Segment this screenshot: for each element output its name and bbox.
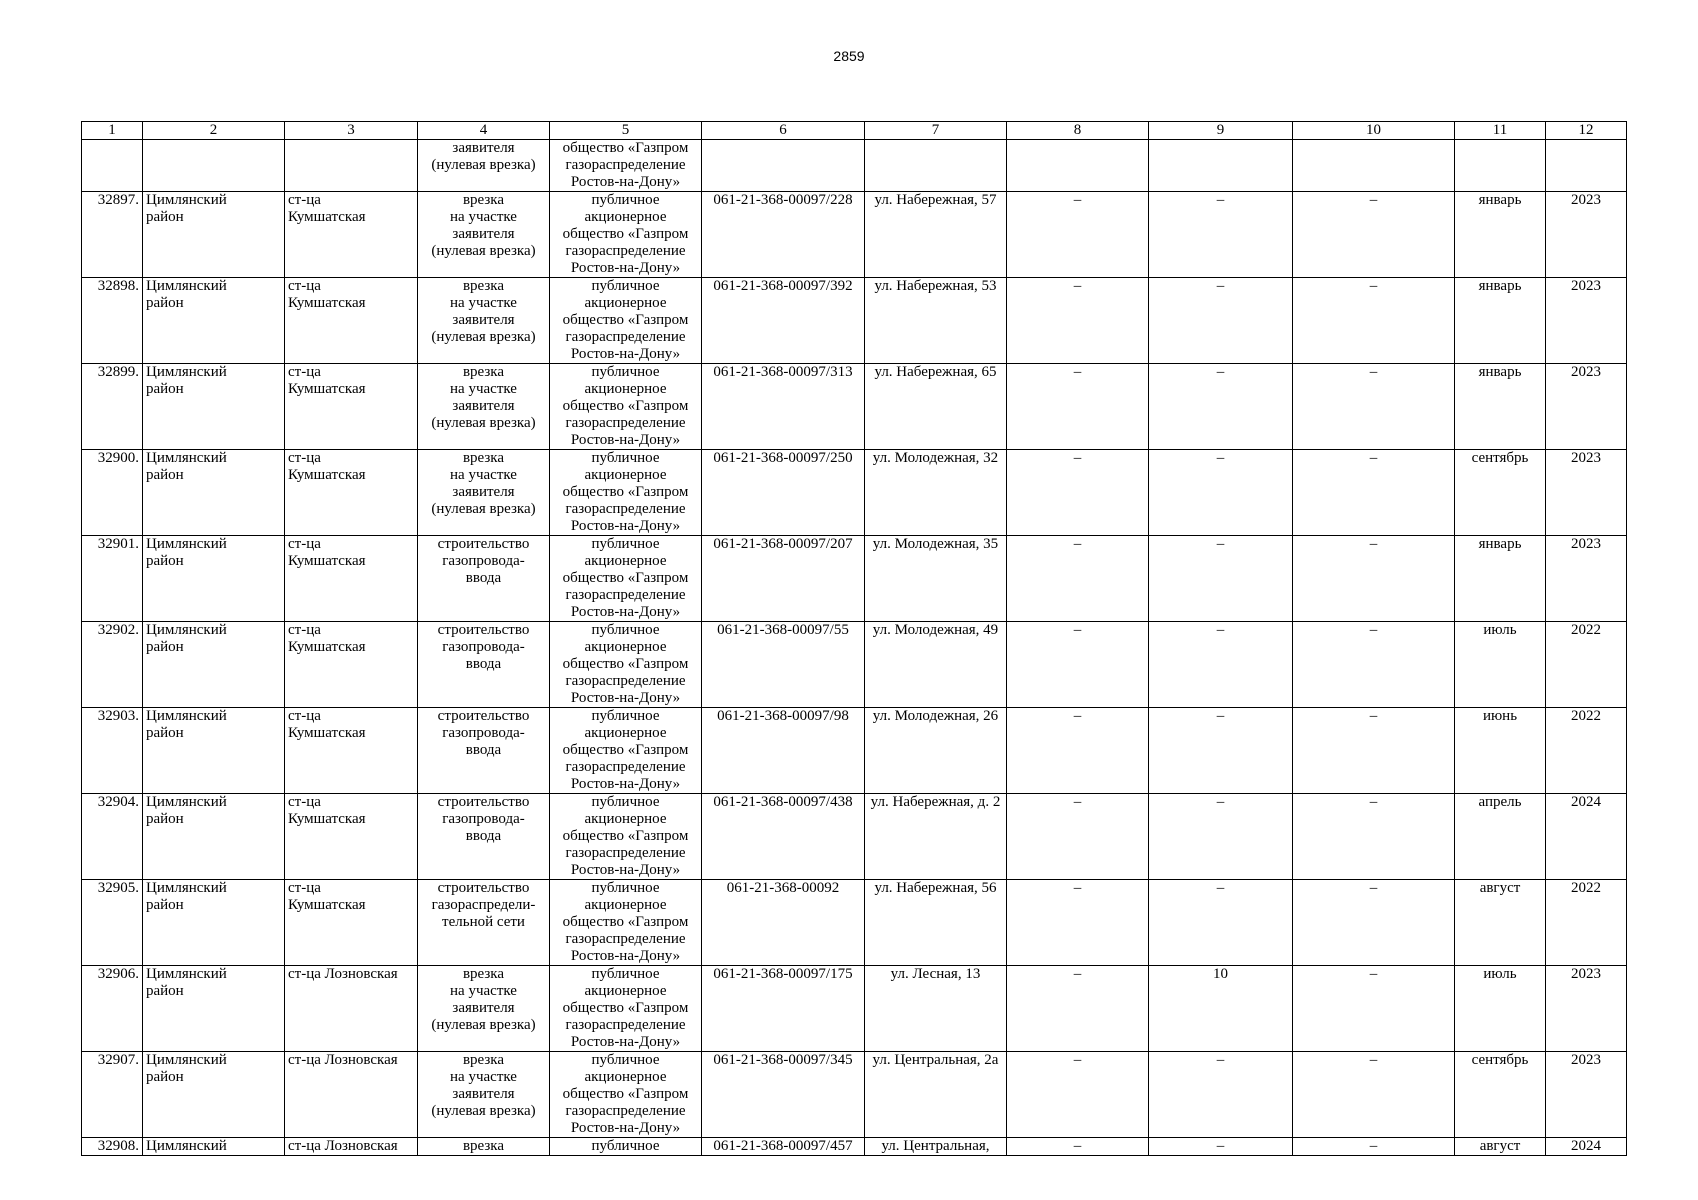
column-header-12: 12	[1546, 122, 1627, 140]
cell-col-7: ул. Молодежная, 49	[865, 622, 1007, 708]
cell-col-1: 32898.	[82, 278, 143, 364]
cell-col-8: –	[1007, 708, 1149, 794]
cell-col-9: –	[1149, 1052, 1293, 1138]
cell-col-2: Цимлянский	[143, 1138, 285, 1156]
table-row	[82, 192, 1627, 278]
cell-col-2: Цимлянский район	[143, 708, 285, 794]
cell-col-2: Цимлянский район	[143, 794, 285, 880]
table-row	[82, 622, 1627, 708]
cell-col-7: ул. Набережная, 53	[865, 278, 1007, 364]
cell-col-4: врезка на участке заявителя (нулевая врезка)	[418, 364, 550, 450]
cell-col-12: 2023	[1546, 536, 1627, 622]
cell-col-2: Цимлянский район	[143, 364, 285, 450]
cell-col-8: –	[1007, 966, 1149, 1052]
cell-col-4: строительство газопровода- ввода	[418, 794, 550, 880]
cell-col-9: –	[1149, 880, 1293, 966]
cell-col-5: публичное акционерное общество «Газпром газораспределение Ростов-на-Дону»	[550, 192, 702, 278]
cell-col-11: январь	[1455, 536, 1546, 622]
cell-col-6: 061-21-368-00097/392	[702, 278, 865, 364]
cell-col-3: ст-ца Кумшатская	[285, 880, 418, 966]
cell-col-2: Цимлянский район	[143, 966, 285, 1052]
cell-col-2	[143, 140, 285, 192]
column-header-7: 7	[865, 122, 1007, 140]
cell-col-3: ст-ца Кумшатская	[285, 278, 418, 364]
cell-col-10: –	[1293, 278, 1455, 364]
cell-col-6: 061-21-368-00097/313	[702, 364, 865, 450]
column-header-9: 9	[1149, 122, 1293, 140]
cell-col-6: 061-21-368-00097/438	[702, 794, 865, 880]
cell-col-9: –	[1149, 536, 1293, 622]
table-row	[82, 450, 1627, 536]
cell-col-1: 32897.	[82, 192, 143, 278]
cell-col-2: Цимлянский район	[143, 1052, 285, 1138]
cell-col-12: 2022	[1546, 708, 1627, 794]
cell-col-7: ул. Набережная, 65	[865, 364, 1007, 450]
cell-col-3: ст-ца Кумшатская	[285, 450, 418, 536]
cell-col-8: –	[1007, 536, 1149, 622]
cell-col-6: 061-21-368-00097/228	[702, 192, 865, 278]
cell-col-5: публичное акционерное общество «Газпром газораспределение Ростов-на-Дону»	[550, 536, 702, 622]
cell-col-12: 2024	[1546, 794, 1627, 880]
cell-col-6: 061-21-368-00097/345	[702, 1052, 865, 1138]
cell-col-6: 061-21-368-00097/207	[702, 536, 865, 622]
cell-col-5: публичное акционерное общество «Газпром газораспределение Ростов-на-Дону»	[550, 1052, 702, 1138]
cell-col-3: ст-ца Лозновская	[285, 966, 418, 1052]
cell-col-10	[1293, 140, 1455, 192]
cell-col-7: ул. Набережная, 56	[865, 880, 1007, 966]
cell-col-5: публичное акционерное общество «Газпром газораспределение Ростов-на-Дону»	[550, 622, 702, 708]
cell-col-6	[702, 140, 865, 192]
cell-col-2: Цимлянский район	[143, 536, 285, 622]
cell-col-7: ул. Центральная, 2а	[865, 1052, 1007, 1138]
cell-col-6: 061-21-368-00097/250	[702, 450, 865, 536]
cell-col-4: строительство газораспредели- тельной сети	[418, 880, 550, 966]
cell-col-12: 2023	[1546, 966, 1627, 1052]
cell-col-12: 2022	[1546, 880, 1627, 966]
cell-col-10: –	[1293, 1138, 1455, 1156]
cell-col-2: Цимлянский район	[143, 192, 285, 278]
cell-col-1: 32905.	[82, 880, 143, 966]
cell-col-5: публичное акционерное общество «Газпром газораспределение Ростов-на-Дону»	[550, 364, 702, 450]
cell-col-4: строительство газопровода- ввода	[418, 536, 550, 622]
cell-col-12: 2023	[1546, 278, 1627, 364]
cell-col-8: –	[1007, 880, 1149, 966]
cell-col-5: публичное акционерное общество «Газпром газораспределение Ростов-на-Дону»	[550, 278, 702, 364]
cell-col-11: январь	[1455, 278, 1546, 364]
column-header-1: 1	[82, 122, 143, 140]
cell-col-10: –	[1293, 1052, 1455, 1138]
cell-col-11: январь	[1455, 192, 1546, 278]
cell-col-11: июль	[1455, 966, 1546, 1052]
table-row	[82, 1138, 1627, 1156]
cell-col-3: ст-ца Лозновская	[285, 1052, 418, 1138]
column-header-10: 10	[1293, 122, 1455, 140]
cell-col-8	[1007, 140, 1149, 192]
cell-col-9: –	[1149, 192, 1293, 278]
cell-col-11: сентябрь	[1455, 450, 1546, 536]
cell-col-2: Цимлянский район	[143, 880, 285, 966]
cell-col-3: ст-ца Кумшатская	[285, 622, 418, 708]
cell-col-1: 32904.	[82, 794, 143, 880]
cell-col-7: ул. Молодежная, 35	[865, 536, 1007, 622]
cell-col-12: 2024	[1546, 1138, 1627, 1156]
cell-col-7	[865, 140, 1007, 192]
cell-col-8: –	[1007, 192, 1149, 278]
cell-col-10: –	[1293, 622, 1455, 708]
cell-col-6: 061-21-368-00097/457	[702, 1138, 865, 1156]
cell-col-4: врезка на участке заявителя (нулевая врезка)	[418, 192, 550, 278]
cell-col-7: ул. Центральная,	[865, 1138, 1007, 1156]
cell-col-11: июнь	[1455, 708, 1546, 794]
table-row	[82, 1052, 1627, 1138]
cell-col-10: –	[1293, 794, 1455, 880]
cell-col-8: –	[1007, 794, 1149, 880]
table-row	[82, 278, 1627, 364]
cell-col-6: 061-21-368-00097/55	[702, 622, 865, 708]
cell-col-9: –	[1149, 794, 1293, 880]
cell-col-1: 32903.	[82, 708, 143, 794]
column-header-4: 4	[418, 122, 550, 140]
cell-col-9: –	[1149, 450, 1293, 536]
cell-col-1: 32906.	[82, 966, 143, 1052]
table-row	[82, 708, 1627, 794]
cell-col-10: –	[1293, 708, 1455, 794]
cell-col-9: 10	[1149, 966, 1293, 1052]
cell-col-1: 32907.	[82, 1052, 143, 1138]
cell-col-11	[1455, 140, 1546, 192]
cell-col-5: публичное акционерное общество «Газпром газораспределение Ростов-на-Дону»	[550, 880, 702, 966]
cell-col-11: январь	[1455, 364, 1546, 450]
cell-col-4: врезка на участке заявителя (нулевая врезка)	[418, 966, 550, 1052]
cell-col-11: август	[1455, 880, 1546, 966]
cell-col-9: –	[1149, 1138, 1293, 1156]
cell-col-2: Цимлянский район	[143, 622, 285, 708]
cell-col-11: сентябрь	[1455, 1052, 1546, 1138]
cell-col-3: ст-ца Кумшатская	[285, 794, 418, 880]
cell-col-5: общество «Газпром газораспределение Ростов-на-Дону»	[550, 140, 702, 192]
cell-col-8: –	[1007, 450, 1149, 536]
cell-col-12	[1546, 140, 1627, 192]
cell-col-3: ст-ца Кумшатская	[285, 192, 418, 278]
column-header-6: 6	[702, 122, 865, 140]
cell-col-10: –	[1293, 192, 1455, 278]
cell-col-5: публичное акционерное общество «Газпром газораспределение Ростов-на-Дону»	[550, 450, 702, 536]
cell-col-5: публичное	[550, 1138, 702, 1156]
cell-col-3: ст-ца Кумшатская	[285, 708, 418, 794]
header-row	[82, 122, 1627, 140]
cell-col-10: –	[1293, 450, 1455, 536]
cell-col-4: врезка	[418, 1138, 550, 1156]
cell-col-7: ул. Лесная, 13	[865, 966, 1007, 1052]
cell-col-6: 061-21-368-00097/175	[702, 966, 865, 1052]
cell-col-4: заявителя (нулевая врезка)	[418, 140, 550, 192]
cell-col-1: 32908.	[82, 1138, 143, 1156]
cell-col-3: ст-ца Лозновская	[285, 1138, 418, 1156]
page-number: 2859	[833, 48, 865, 64]
cell-col-9: –	[1149, 364, 1293, 450]
registry-table	[81, 121, 1627, 1156]
cell-col-1: 32901.	[82, 536, 143, 622]
cell-col-9: –	[1149, 622, 1293, 708]
cell-col-8: –	[1007, 364, 1149, 450]
cell-col-5: публичное акционерное общество «Газпром газораспределение Ростов-на-Дону»	[550, 794, 702, 880]
cell-col-1: 32899.	[82, 364, 143, 450]
table-row	[82, 794, 1627, 880]
table-row	[82, 880, 1627, 966]
cell-col-8: –	[1007, 1138, 1149, 1156]
cell-col-4: врезка на участке заявителя (нулевая врезка)	[418, 450, 550, 536]
column-header-2: 2	[143, 122, 285, 140]
cell-col-12: 2023	[1546, 1052, 1627, 1138]
cell-col-9: –	[1149, 278, 1293, 364]
cell-col-11: август	[1455, 1138, 1546, 1156]
cell-col-1	[82, 140, 143, 192]
cell-col-9: –	[1149, 708, 1293, 794]
cell-col-3: ст-ца Кумшатская	[285, 536, 418, 622]
cell-col-8: –	[1007, 1052, 1149, 1138]
cell-col-12: 2023	[1546, 450, 1627, 536]
cell-col-8: –	[1007, 278, 1149, 364]
cell-col-4: строительство газопровода- ввода	[418, 708, 550, 794]
cell-col-10: –	[1293, 966, 1455, 1052]
cell-col-2: Цимлянский район	[143, 450, 285, 536]
table-row	[82, 966, 1627, 1052]
cell-col-6: 061-21-368-00097/98	[702, 708, 865, 794]
cell-col-12: 2023	[1546, 192, 1627, 278]
cell-col-11: июль	[1455, 622, 1546, 708]
cell-col-10: –	[1293, 536, 1455, 622]
cell-col-9	[1149, 140, 1293, 192]
column-header-8: 8	[1007, 122, 1149, 140]
cell-col-3: ст-ца Кумшатская	[285, 364, 418, 450]
cell-col-4: строительство газопровода- ввода	[418, 622, 550, 708]
column-header-5: 5	[550, 122, 702, 140]
cell-col-10: –	[1293, 364, 1455, 450]
table-row	[82, 364, 1627, 450]
cell-col-12: 2023	[1546, 364, 1627, 450]
cell-col-7: ул. Молодежная, 32	[865, 450, 1007, 536]
column-header-11: 11	[1455, 122, 1546, 140]
cell-col-11: апрель	[1455, 794, 1546, 880]
cell-col-5: публичное акционерное общество «Газпром газораспределение Ростов-на-Дону»	[550, 708, 702, 794]
cell-col-12: 2022	[1546, 622, 1627, 708]
cell-col-7: ул. Набережная, 57	[865, 192, 1007, 278]
cell-col-2: Цимлянский район	[143, 278, 285, 364]
cell-col-1: 32900.	[82, 450, 143, 536]
cell-col-4: врезка на участке заявителя (нулевая врезка)	[418, 278, 550, 364]
cell-col-5: публичное акционерное общество «Газпром газораспределение Ростов-на-Дону»	[550, 966, 702, 1052]
cell-col-10: –	[1293, 880, 1455, 966]
table-row	[82, 536, 1627, 622]
table-row	[82, 140, 1627, 192]
column-header-3: 3	[285, 122, 418, 140]
table-body	[82, 140, 1627, 1156]
cell-col-6: 061-21-368-00092	[702, 880, 865, 966]
cell-col-7: ул. Молодежная, 26	[865, 708, 1007, 794]
cell-col-7: ул. Набережная, д. 2	[865, 794, 1007, 880]
cell-col-8: –	[1007, 622, 1149, 708]
cell-col-3	[285, 140, 418, 192]
cell-col-4: врезка на участке заявителя (нулевая врезка)	[418, 1052, 550, 1138]
cell-col-1: 32902.	[82, 622, 143, 708]
